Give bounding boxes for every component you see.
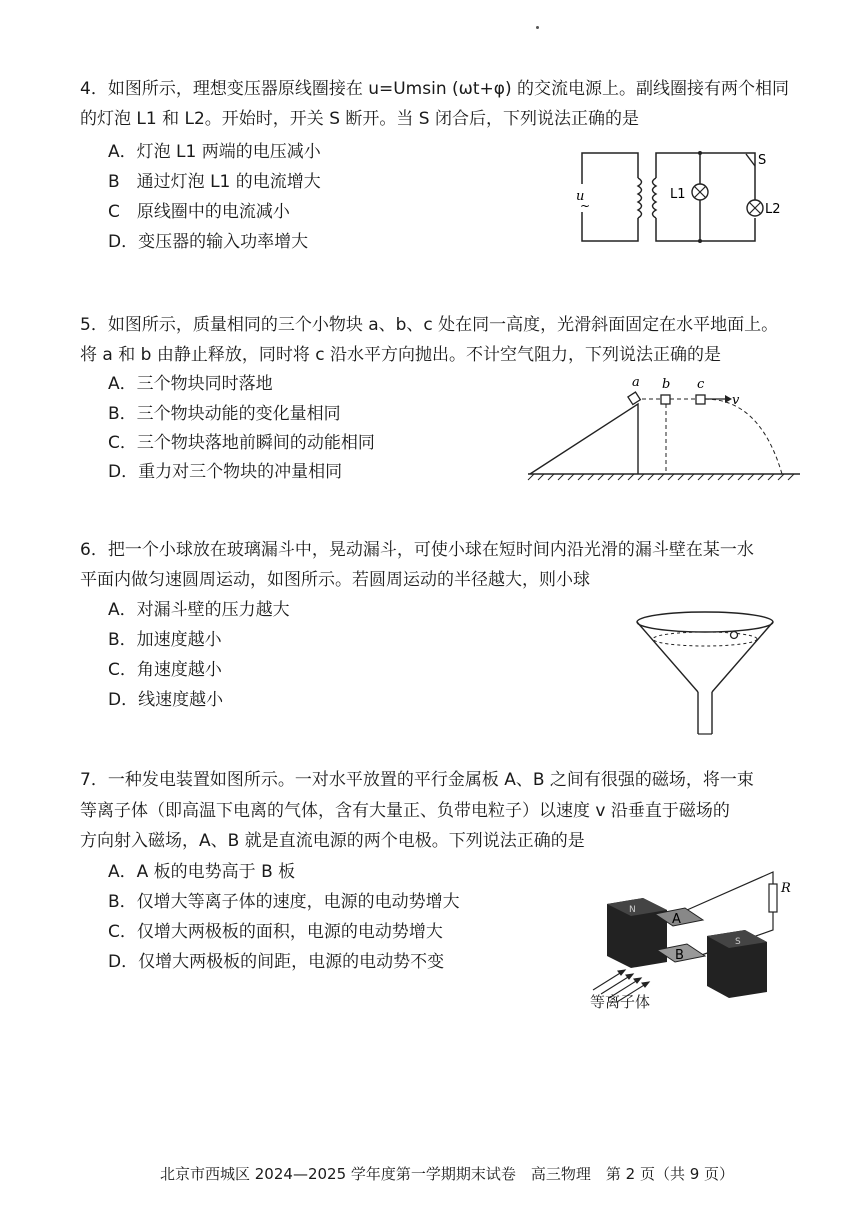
q5-stem-line-1: 5．如图所示，质量相同的三个小物块 a、b、c 处在同一高度，光滑斜面固定在水平地面上。 — [80, 315, 779, 335]
q5-option-a: A．三个物块同时落地 — [108, 374, 273, 394]
ac-symbol: ~ — [580, 199, 591, 213]
q6-stem-line-2: 平面内做匀速圆周运动，如图所示。若圆周运动的半径越大，则小球 — [80, 570, 590, 590]
plasma-label: 等离子体 — [590, 993, 651, 1011]
q7-option-c: C．仅增大两极板的面积，电源的电动势增大 — [108, 922, 443, 942]
q4-option-d: D．变压器的输入功率增大 — [108, 232, 309, 252]
velocity-v-label: v — [732, 393, 740, 408]
block-a-label: a — [632, 375, 640, 390]
block-b-label: b — [662, 377, 671, 392]
q5-option-b: B．三个物块动能的变化量相同 — [108, 404, 341, 424]
q5-option-d: D．重力对三个物块的冲量相同 — [108, 462, 343, 482]
resistor-r-label: R — [781, 881, 791, 896]
q4-option-c: C 原线圈中的电流减小 — [108, 202, 290, 222]
q6-stem-line-1: 6．把一个小球放在玻璃漏斗中，晃动漏斗，可使小球在短时间内沿光滑的漏斗壁在某一水 — [80, 540, 754, 560]
plate-b-label: B — [675, 948, 684, 963]
q4-stem-line-1: 4．如图所示，理想变压器原线圈接在 u=Umsin (ωt+φ) 的交流电源上。副线圈接有两个相同 — [80, 79, 790, 99]
q6-option-c: C．角速度越小 — [108, 660, 222, 680]
q5-option-c: C．三个物块落地前瞬间的动能相同 — [108, 433, 375, 453]
q7-stem-line-3: 方向射入磁场，A、B 就是直流电源的两个电极。下列说法正确的是 — [80, 831, 585, 851]
q7-option-b: B．仅增大等离子体的速度，电源的电动势增大 — [108, 892, 460, 912]
q7-stem-line-1: 7．一种发电装置如图所示。一对水平放置的平行金属板 A、B 之间有很强的磁场，将一束 — [80, 770, 754, 790]
magnet-n-label: N — [629, 905, 636, 915]
magnet-s-label: S — [735, 937, 741, 947]
lamp-l1-label: L1 — [670, 187, 686, 202]
q6-option-a: A．对漏斗壁的压力越大 — [108, 600, 290, 620]
incline-projectile-figure — [520, 368, 810, 486]
q6-option-b: B．加速度越小 — [108, 630, 222, 650]
source-u-label: u — [576, 189, 585, 204]
q4-stem-line-2: 的灯泡 L1 和 L2。开始时，开关 S 断开。当 S 闭合后，下列说法正确的是 — [80, 109, 639, 129]
q7-option-d: D．仅增大两极板的间距，电源的电动势不变 — [108, 952, 445, 972]
q7-option-a: A．A 板的电势高于 B 板 — [108, 862, 296, 882]
transformer-circuit-figure — [560, 148, 790, 248]
lamp-l2-label: L2 — [765, 202, 781, 217]
page-footer: 北京市西城区 2024—2025 学年度第一学期期末试卷 高三物理 第 2 页（共 9 页） — [160, 1165, 735, 1183]
block-c-label: c — [697, 377, 705, 392]
funnel-figure — [630, 608, 780, 738]
plate-a-label: A — [672, 912, 681, 927]
q4-option-a: A．灯泡 L1 两端的电压减小 — [108, 142, 321, 162]
scan-dot — [536, 26, 539, 29]
q7-stem-line-2: 等离子体（即高温下电离的气体，含有大量正、负带电粒子）以速度 v 沿垂直于磁场的 — [80, 801, 730, 821]
switch-s-label: S — [758, 153, 767, 168]
q5-stem-line-2: 将 a 和 b 由静止释放，同时将 c 沿水平方向抛出。不计空气阻力，下列说法正确的是 — [80, 345, 721, 365]
q4-option-b: B 通过灯泡 L1 的电流增大 — [108, 172, 321, 192]
q6-option-d: D．线速度越小 — [108, 690, 224, 710]
